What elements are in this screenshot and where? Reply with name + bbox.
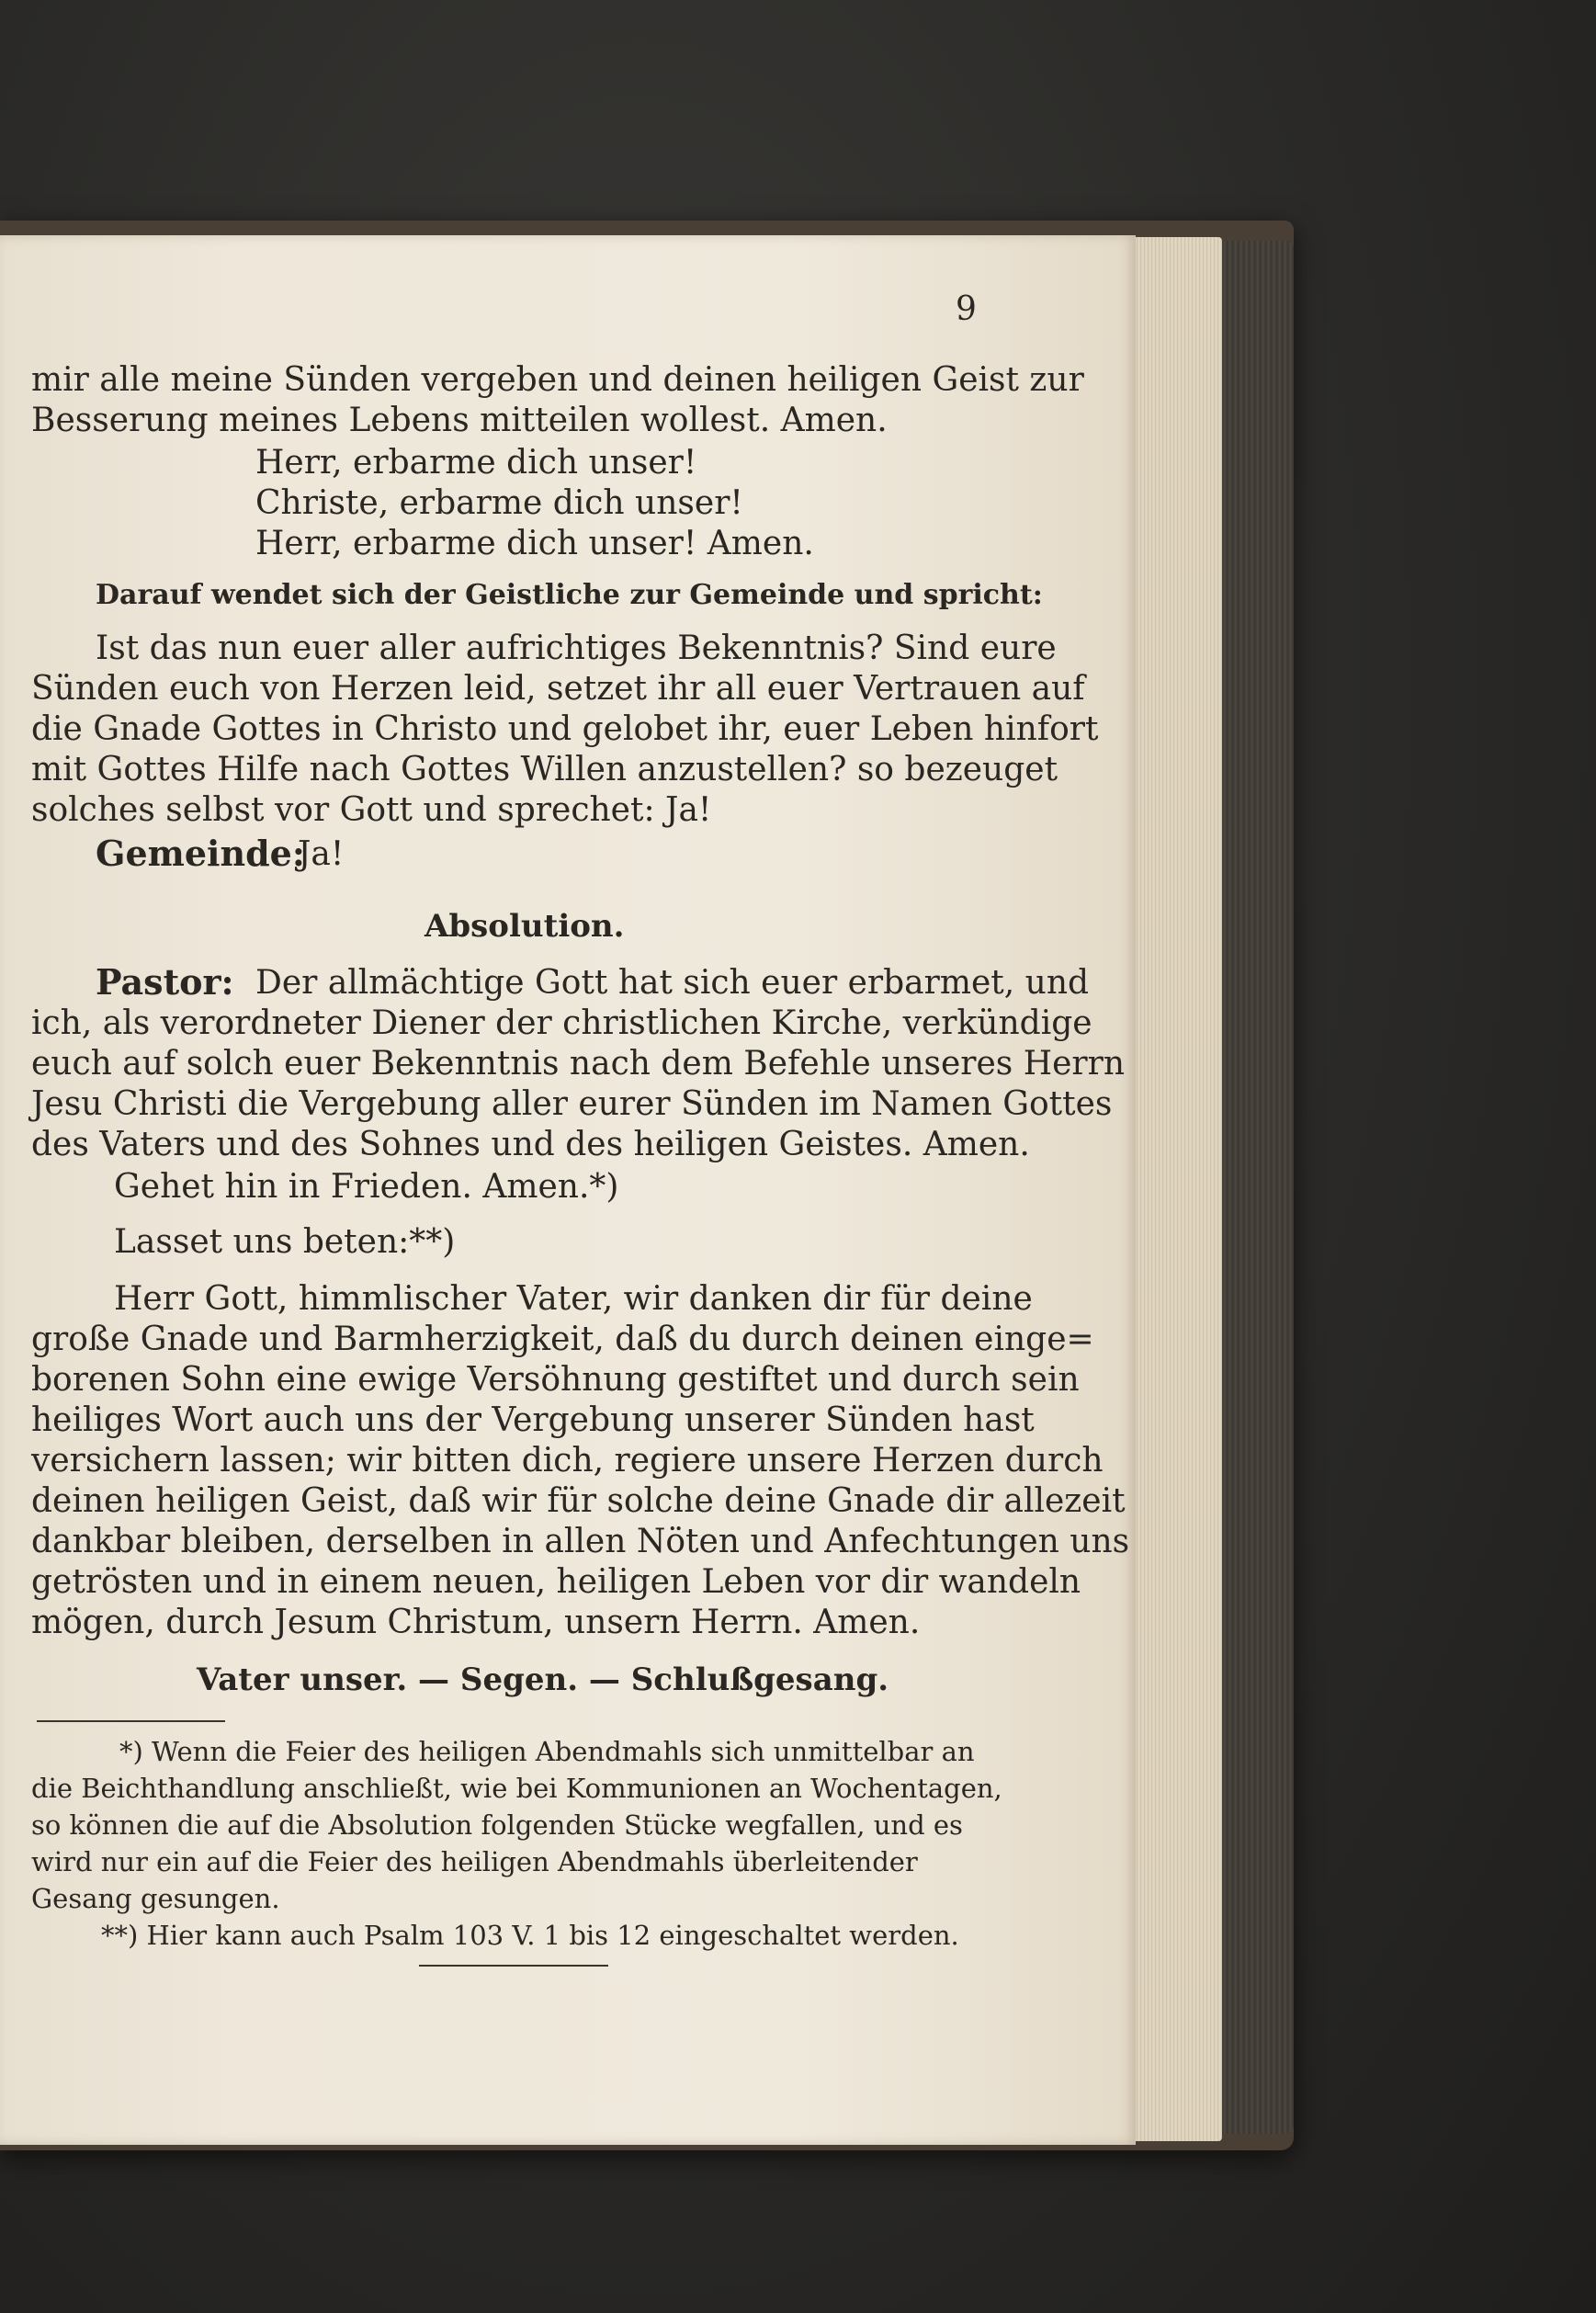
closing-heading: Vater unser. — Segen. — Schlußgesang. [197,1661,889,1698]
gemeinde-response: Ja! [298,835,345,873]
pastor-line: Jesu Christi die Vergebung aller eurer Sünden im Namen Gottes [31,1085,1113,1123]
kyrie-line: Christe, erbarme dich unser! [255,484,743,522]
gemeinde-label: Gemeinde: [96,833,305,874]
prayer-line: heiliges Wort auch uns der Vergebung unserer Sünden hast [31,1401,1035,1439]
body-line: mir alle meine Sünden vergeben und deinen heiligen Geist zur [31,361,1084,399]
end-rule [419,1965,608,1967]
footnote-line: *) Wenn die Feier des heiligen Abendmahls sich unmittelbar an [119,1736,975,1767]
lasset-line: Lasset uns beten:**) [114,1223,456,1261]
pastor-line: Der allmächtige Gott hat sich euer erbarmet, und [255,964,1090,1002]
rubric: Darauf wendet sich der Geistliche zur Gemeinde und spricht: [96,579,1043,611]
question-line: die Gnade Gottes in Christo und gelobet ihr, euer Leben hinfort [31,710,1099,748]
kyrie-line: Herr, erbarme dich unser! [255,444,697,482]
prayer-line: versichern lassen; wir bitten dich, regiere unsere Herzen durch [31,1442,1104,1480]
kyrie-line: Herr, erbarme dich unser! Amen. [255,525,814,562]
prayer-line: Herr Gott, himmlischer Vater, wir danken dir für deine [114,1280,1033,1318]
question-line: Ist das nun euer aller aufrichtiges Bekenntnis? Sind eure [96,629,1057,667]
body-line: Besserung meines Lebens mitteilen wollest. Amen. [31,402,888,439]
gehet-line: Gehet hin in Frieden. Amen.*) [114,1168,619,1206]
question-line: solches selbst vor Gott und sprechet: Ja! [31,791,712,829]
question-line: Sünden euch von Herzen leid, setzet ihr all euer Vertrauen auf [31,670,1085,708]
footnote-line: so können die auf die Absolution folgenden Stücke wegfallen, und es [31,1809,963,1841]
page-number: 9 [956,290,977,328]
footnote-rule [37,1720,225,1722]
question-line: mit Gottes Hilfe nach Gottes Willen anzustellen? so bezeuget [31,751,1058,788]
footnote-line: die Beichthandlung anschließt, wie bei Kommunionen an Wochentagen, [31,1773,1002,1804]
book-spine [1222,241,1294,2134]
prayer-line: deinen heiligen Geist, daß wir für solche deine Gnade dir allezeit [31,1482,1126,1520]
prayer-line: mögen, durch Jesum Christum, unsern Herrn. Amen. [31,1604,921,1641]
absolution-heading: Absolution. [424,908,625,945]
page-edges [1126,237,1222,2141]
footnote-line: Gesang gesungen. [31,1883,280,1914]
pastor-line: euch auf solch euer Bekenntnis nach dem Befehle unseres Herrn [31,1045,1126,1083]
pastor-line: ich, als verordneter Diener der christlichen Kirche, verkündige [31,1004,1092,1042]
prayer-line: große Gnade und Barmherzigkeit, daß du durch deinen einge= [31,1321,1094,1358]
footnote-line: **) Hier kann auch Psalm 103 V. 1 bis 12 eingeschaltet werden. [101,1920,959,1951]
footnote-line: wird nur ein auf die Feier des heiligen Abendmahls überleitender [31,1846,918,1877]
pastor-line: des Vaters und des Sohnes und des heiligen Geistes. Amen. [31,1126,1030,1163]
pastor-label: Pastor: [96,961,234,1003]
prayer-line: getrösten und in einem neuen, heiligen Leben vor dir wandeln [31,1563,1081,1601]
prayer-line: dankbar bleiben, derselben in allen Nöten und Anfechtungen uns [31,1523,1130,1560]
prayer-line: borenen Sohn eine ewige Versöhnung gestiftet und durch sein [31,1361,1080,1399]
